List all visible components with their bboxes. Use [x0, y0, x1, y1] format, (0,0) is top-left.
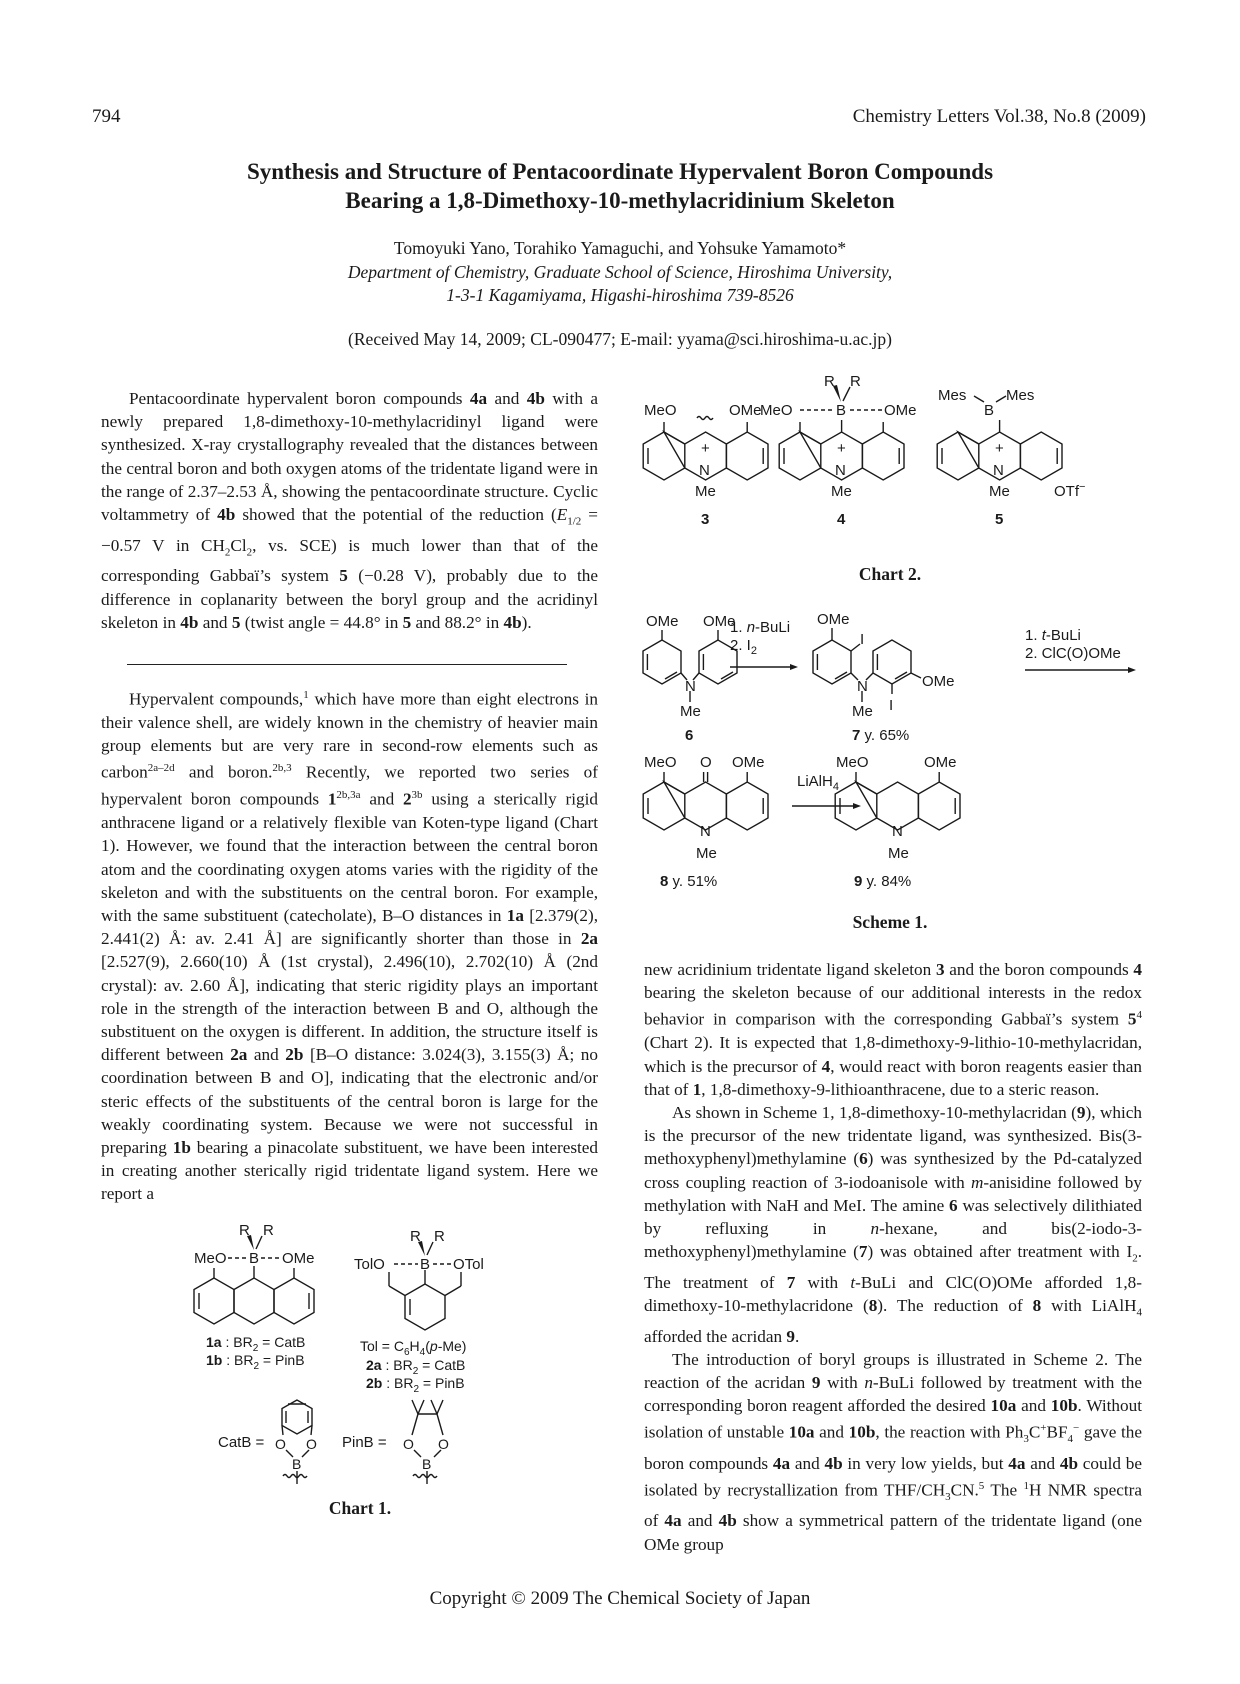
s1-i-7a: I — [860, 631, 865, 648]
c1-label-1b: 1b : $BR_2$ = PinB — [206, 1352, 305, 1372]
scheme-1-caption: Scheme 1. — [852, 912, 928, 932]
c2-me-4: Me — [831, 483, 852, 500]
c2-mes-a: Mes — [938, 387, 967, 404]
s1-me-7: Me — [852, 703, 873, 720]
journal-citation: Chemistry Letters Vol.38, No.8 (2009) — [852, 106, 1146, 127]
c2-r-b: R — [850, 373, 861, 390]
c1-b-2: B — [420, 1256, 431, 1273]
s1-ome-7a: OMe — [817, 611, 850, 628]
c1-otol: OTol — [453, 1256, 484, 1273]
c2-me-3: Me — [695, 483, 716, 500]
affiliation-line-1: Department of Chemistry, Graduate School of Science, Hiroshima University, — [347, 262, 893, 282]
c2-n-3: N — [699, 462, 710, 479]
s1-ome-7b: OMe — [922, 673, 955, 690]
left-column-body: Hypervalent compounds,$^1$ which have more than eight electrons in their valence shell, are widely known in the chemistry of heavier main group elements but are very rare in second-row elements such as carbon$^{2a-2d}$ and boron.$^{2b,3}$ Recently, we reported two series of hypervalent boron compounds $1^{2b,3a}$ and $2^{3b}$ using a sterically rigid anthracene ligand or a relatively flexible van Koten-type ligand (Chart 1). However, we found that the interaction between the central boron atom and the coordinating oxygen atoms varies with the rigidity of the skeleton and with the substituents on the central boron. For example, with the same substituent (catecholate), B–O distances in 1a [2.379(2), 2.441(2) Å: av. 2.41 Å] are significantly shorter than those in 2a [2.527(9), 2.660(10) Å (1st crystal), 2.496(10), 2.702(10) Å (2nd crystal): av. 2.60 Å], indicating that steric rigidity plays an important role in the strength of the interaction between B and O, although the substituent on the oxygen is different. In addition, the structure itself is different between 2a and 2b [B–O distance: 3.024(3), 3.155(3) Å; no coordination between B and O], indicating that the electronic and/or steric effects of the substituents of the central boron is large for the weakly coordinating system. Because we were not successful in preparing 1b bearing a pinacolate substituent, we have been interested in creating another sterically rigid tridentate ligand system. Here we report a — [101, 689, 599, 1204]
c2-otf: OTf− — [1054, 481, 1086, 500]
s1-ome-6b: OMe — [703, 613, 736, 630]
copyright: Copyright © 2009 The Chemical Society of Japan — [429, 1588, 811, 1609]
s1-ome-9: OMe — [924, 754, 957, 771]
c1-label-1a: 1a : $BR_2$ = CatB — [206, 1334, 306, 1354]
s1-ome-6a: OMe — [646, 613, 679, 630]
s1-me-6: Me — [680, 703, 701, 720]
c2-ome-3: OMe — [729, 402, 762, 419]
right-column-body: new acridinium tridentate ligand skeleton 3 and the boron compounds 4 bearing the skeleton because of our additional interests in the redox behavior in comparison with the corresponding Gabbaï’s system $5^4$ (Chart 2). It is expected that 1,8-dimethoxy-9-lithio-10-methylacridan, which is the precursor of 4, would react with boron reagents easier than that of 1, 1,8-dimethoxy-9-lithioanthracene, due to a steric reason. As shown in Scheme 1, 1,8-dimethoxy-10-methylacridan (9), which is the precursor of the new tridentate ligand, was synthesized. Bis(3-methoxyphenyl)methylamine (6) was synthesized by the Pd-catalyzed cross coupling reaction of 3-iodoanisole with m-anisidine followed by methylation with NaH and MeI. The amine 6 was selectively dilithiated by refluxing in n-hexane, and bis(2-iodo-3-methoxyphenyl)methylamine (7) was obtained after treatment with $I_2$. The treatment of 7 with t-BuLi and ClC(O)OMe afforded 1,8-dimethoxy-10-methylacridone (8). The reduction of 8 with LiAlH$_4$ afforded the acridan 9. The introduction of boryl groups is illustrated in Scheme 2. The reaction of the acridan 9 with n-BuLi followed by treatment with the corresponding boron reagent afforded the desired 10a and 10b. Without isolation of unstable 10a and 10b, the reaction with $Ph_3C^+BF_4^-$ gave the boron compounds 4a and 4b in very low yields, but 4a and 4b could be isolated by recrystallization from THF/$CH_3CN.^5$ The $^1$H NMR spectra of 4a and 4b show a symmetrical pattern of the tridentate ligand (one OMe group — [644, 960, 1143, 1554]
article-title-line-1: Synthesis and Structure of Pentacoordinate Hypervalent Boron Compounds — [246, 159, 994, 184]
c1-r-1a: R — [239, 1222, 250, 1239]
compound-8-label: 8 y. 51% — [660, 873, 718, 890]
s1-n-6: N — [685, 678, 696, 695]
compound-4-label: 4 — [837, 511, 846, 528]
chart-2-caption: Chart 2. — [858, 564, 922, 584]
abstract-divider — [127, 664, 567, 665]
c1-pinb-label: PinB = — [342, 1434, 387, 1451]
s1-o-8: O — [700, 754, 712, 771]
c1-catb-b: B — [292, 1456, 302, 1472]
c2-b-5: B — [984, 402, 995, 419]
c1-pinb-o1: O — [403, 1436, 414, 1452]
s1-reagent-1-line2: 2. $I_2$ — [730, 637, 757, 657]
c1-pinb-b: B — [422, 1456, 432, 1472]
c1-r-2a: R — [410, 1228, 421, 1245]
c1-label-2b: 2b : $BR_2$ = PinB — [366, 1375, 465, 1395]
c1-catb-o2: O — [306, 1436, 317, 1452]
affiliation-line-2: 1-3-1 Kagamiyama, Higashi-hiroshima 739-8526 — [446, 285, 794, 305]
c1-b-1: B — [249, 1250, 260, 1267]
c1-catb-o1: O — [275, 1436, 286, 1452]
s1-reagent-3: LiAlH$_4$ — [797, 773, 839, 793]
s1-meo-9: MeO — [836, 754, 869, 771]
c1-pinb-o2: O — [438, 1436, 449, 1452]
chart-1-caption: Chart 1. — [328, 1498, 392, 1518]
c2-mes-b: Mes — [1006, 387, 1035, 404]
c2-n-4: N — [835, 462, 846, 479]
compound-7-label: 7 y. 65% — [852, 727, 910, 744]
compound-9-label: 9 y. 84% — [854, 873, 912, 890]
compound-3-label: 3 — [701, 511, 710, 528]
c2-plus-4: + — [837, 440, 846, 457]
c1-meo-1: MeO — [194, 1250, 227, 1267]
compound-5-label: 5 — [995, 511, 1004, 528]
compound-6-label: 6 — [685, 727, 694, 744]
c2-plus-3: + — [701, 440, 710, 457]
scheme-1-synthesis — [640, 606, 1140, 906]
c1-tol-definition: Tol = $C_6H_4(p-Me)$ — [360, 1338, 467, 1358]
c2-me-5: Me — [989, 483, 1010, 500]
c1-tolo: TolO — [354, 1256, 385, 1273]
c1-r-1b: R — [263, 1222, 274, 1239]
c1-catb-label: CatB = — [218, 1434, 265, 1451]
s1-i-7b: I — [889, 697, 894, 714]
s1-n-9: N — [892, 823, 903, 840]
c2-ome-4: OMe — [884, 402, 917, 419]
c2-b-4: B — [836, 402, 847, 419]
c2-meo-4: MeO — [760, 402, 793, 419]
s1-n-7: N — [857, 678, 868, 695]
s1-reagent-1-line1: 1. n-BuLi — [730, 619, 791, 636]
authors: Tomoyuki Yano, Torahiko Yamaguchi, and Yohsuke Yamamoto* — [393, 238, 847, 258]
c1-label-2a: 2a : $BR_2$ = CatB — [366, 1357, 466, 1377]
page-number: 794 — [92, 106, 121, 127]
chart-2-structures — [640, 373, 1140, 588]
s1-reagent-2-line2: 2. ClC(O)OMe — [1025, 645, 1121, 662]
c2-r-a: R — [824, 373, 835, 390]
article-title-line-2: Bearing a 1,8-Dimethoxy-10-methylacridinium Skeleton — [345, 188, 895, 213]
c1-ome-1: OMe — [282, 1250, 315, 1267]
s1-reagent-2-line1: 1. t-BuLi — [1025, 627, 1081, 644]
s1-meo-8: MeO — [644, 754, 677, 771]
c2-plus-5: + — [995, 440, 1004, 457]
s1-me-8: Me — [696, 845, 717, 862]
chart-1-structures — [190, 1222, 530, 1488]
c2-meo-3: MeO — [644, 402, 677, 419]
c1-r-2b: R — [434, 1228, 445, 1245]
s1-ome-8: OMe — [732, 754, 765, 771]
s1-me-9: Me — [888, 845, 909, 862]
c2-n-5: N — [993, 462, 1004, 479]
received-line: (Received May 14, 2009; CL-090477; E-mail: yyama@sci.hiroshima-u.ac.jp) — [348, 329, 892, 349]
s1-n-8: N — [700, 823, 711, 840]
abstract: Pentacoordinate hypervalent boron compounds 4a and 4b with a newly prepared 1,8-dimethoxy-10-methylacridinyl ligand were synthesized. X-ray crystallography revealed that the distances between the central boron and both oxygen atoms of the tridentate ligand were in the range of 2.37–2.53 Å, showing the pentacoordinate structure. Cyclic voltammetry of 4b showed that the potential of the reduction ($E_{1/2} = -0.57$ V in $CH_2Cl_2$, vs. SCE) is much lower than that of the corresponding Gabbaï’s system 5 (−0.28 V), probably due to the difference in coplanarity between the boryl group and the acridinyl skeleton in 4b and 5 (twist angle = 44.8° in 5 and 88.2° in 4b). — [101, 389, 598, 632]
